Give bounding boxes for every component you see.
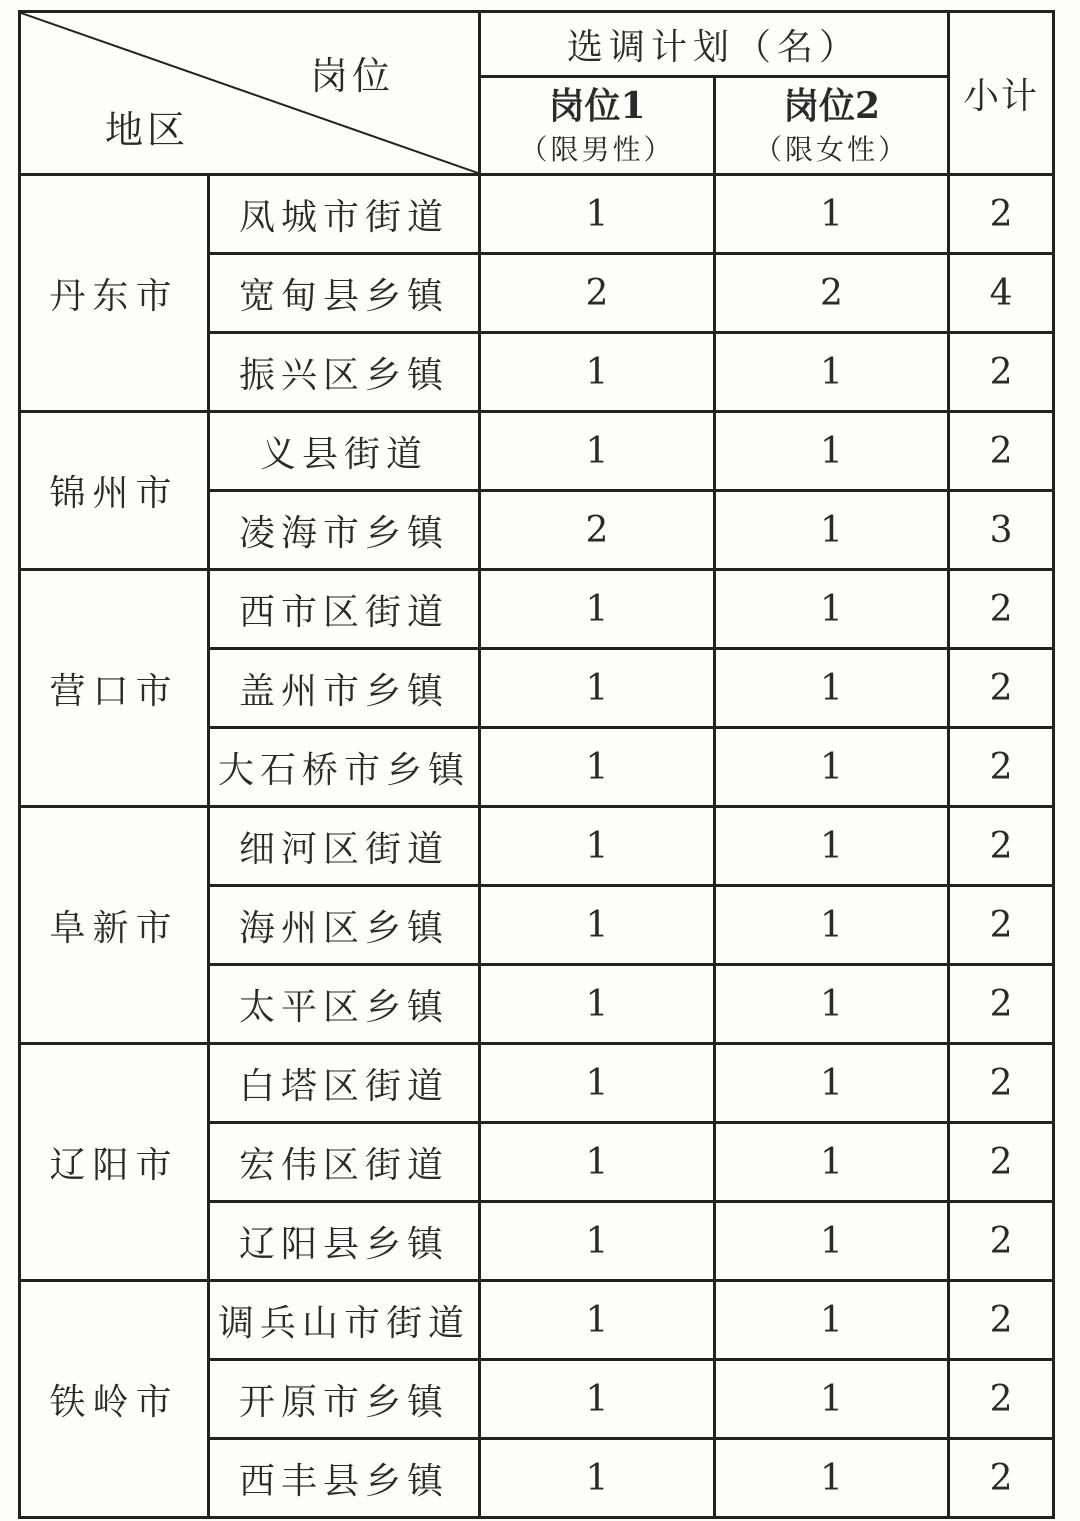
post-header-label: 岗位: [309, 54, 394, 98]
post1-count-cell: 1: [480, 412, 715, 491]
selection-plan-table: [18, 10, 1055, 1519]
post2-header-cell: [715, 77, 949, 175]
post2-count-cell: 1: [715, 333, 949, 412]
subtotal-cell: 2: [949, 1123, 1054, 1202]
region-cell: 锦州市: [20, 412, 209, 570]
post-name-cell: 西市区街道: [209, 570, 480, 649]
region-cell: 丹东市: [20, 175, 209, 412]
post2-count-cell: 1: [715, 175, 949, 254]
post-name-cell: 辽阳县乡镇: [209, 1202, 480, 1281]
table-row: [20, 1281, 1054, 1360]
post-name-cell: 太平区乡镇: [209, 965, 480, 1044]
post1-header-note: （限男性）: [519, 132, 675, 166]
subtotal-cell: 2: [949, 649, 1054, 728]
subtotal-header: 小计: [949, 12, 1054, 175]
post-name-cell: 开原市乡镇: [209, 1360, 480, 1439]
region-cell: 辽阳市: [20, 1044, 209, 1281]
post1-count-cell: 1: [480, 649, 715, 728]
diagonal-header-cell: [20, 12, 480, 175]
subtotal-cell: 2: [949, 807, 1054, 886]
post2-count-cell: 1: [715, 1044, 949, 1123]
post-name-cell: 凤城市街道: [209, 175, 480, 254]
post1-count-cell: 2: [480, 491, 715, 570]
region-cell: 营口市: [20, 570, 209, 807]
post2-header-note: （限女性）: [754, 132, 910, 166]
post2-header-title: 岗位2: [782, 84, 881, 127]
subtotal-cell: 2: [949, 1360, 1054, 1439]
post1-header-cell: [480, 77, 715, 175]
subtotal-cell: 2: [949, 1044, 1054, 1123]
subtotal-cell: 2: [949, 412, 1054, 491]
table-row: [20, 175, 1054, 254]
post2-count-cell: 1: [715, 412, 949, 491]
table-row: [20, 570, 1054, 649]
post2-count-cell: 1: [715, 491, 949, 570]
post2-count-cell: 1: [715, 1123, 949, 1202]
post2-count-cell: 1: [715, 807, 949, 886]
post1-count-cell: 2: [480, 254, 715, 333]
table-row: [20, 807, 1054, 886]
post-name-cell: 海州区乡镇: [209, 886, 480, 965]
post1-count-cell: 1: [480, 1044, 715, 1123]
post1-count-cell: 1: [480, 807, 715, 886]
post1-count-cell: 1: [480, 886, 715, 965]
subtotal-cell: 3: [949, 491, 1054, 570]
post-name-cell: 宽甸县乡镇: [209, 254, 480, 333]
post1-count-cell: 1: [480, 965, 715, 1044]
post2-count-cell: 2: [715, 254, 949, 333]
post-name-cell: 调兵山市街道: [209, 1281, 480, 1360]
post2-count-cell: 1: [715, 570, 949, 649]
post1-count-cell: 1: [480, 333, 715, 412]
post2-count-cell: 1: [715, 649, 949, 728]
post1-count-cell: 1: [480, 1439, 715, 1518]
region-header-label: 地区: [105, 108, 190, 152]
post-name-cell: 振兴区乡镇: [209, 333, 480, 412]
post2-count-cell: 1: [715, 728, 949, 807]
subtotal-cell: 2: [949, 886, 1054, 965]
post2-count-cell: 1: [715, 1202, 949, 1281]
post-name-cell: 凌海市乡镇: [209, 491, 480, 570]
post-name-cell: 宏伟区街道: [209, 1123, 480, 1202]
plan-title-header: 选调计划（名）: [480, 12, 949, 77]
subtotal-cell: 2: [949, 333, 1054, 412]
post-name-cell: 盖州市乡镇: [209, 649, 480, 728]
post-name-cell: 西丰县乡镇: [209, 1439, 480, 1518]
region-cell: 阜新市: [20, 807, 209, 1044]
post-name-cell: 白塔区街道: [209, 1044, 480, 1123]
post1-count-cell: 1: [480, 728, 715, 807]
post2-count-cell: 1: [715, 1360, 949, 1439]
post1-header-title: 岗位1: [548, 84, 646, 127]
table-row: [20, 1044, 1054, 1123]
subtotal-cell: 4: [949, 254, 1054, 333]
subtotal-cell: 2: [949, 570, 1054, 649]
post1-count-cell: 1: [480, 1202, 715, 1281]
table-row: [20, 412, 1054, 491]
subtotal-cell: 2: [949, 1202, 1054, 1281]
post2-count-cell: 1: [715, 886, 949, 965]
post1-count-cell: 1: [480, 570, 715, 649]
post1-count-cell: 1: [480, 1123, 715, 1202]
post2-count-cell: 1: [715, 1439, 949, 1518]
header-row-1: [20, 12, 1054, 77]
post-name-cell: 大石桥市乡镇: [209, 728, 480, 807]
post-name-cell: 义县街道: [209, 412, 480, 491]
diagonal-line: [21, 13, 478, 173]
post1-count-cell: 1: [480, 1281, 715, 1360]
post1-count-cell: 1: [480, 175, 715, 254]
subtotal-cell: 2: [949, 1281, 1054, 1360]
subtotal-cell: 2: [949, 965, 1054, 1044]
post2-count-cell: 1: [715, 1281, 949, 1360]
post1-count-cell: 1: [480, 1360, 715, 1439]
post2-count-cell: 1: [715, 965, 949, 1044]
region-cell: 铁岭市: [20, 1281, 209, 1518]
subtotal-cell: 2: [949, 175, 1054, 254]
subtotal-cell: 2: [949, 1439, 1054, 1518]
post-name-cell: 细河区街道: [209, 807, 480, 886]
subtotal-cell: 2: [949, 728, 1054, 807]
